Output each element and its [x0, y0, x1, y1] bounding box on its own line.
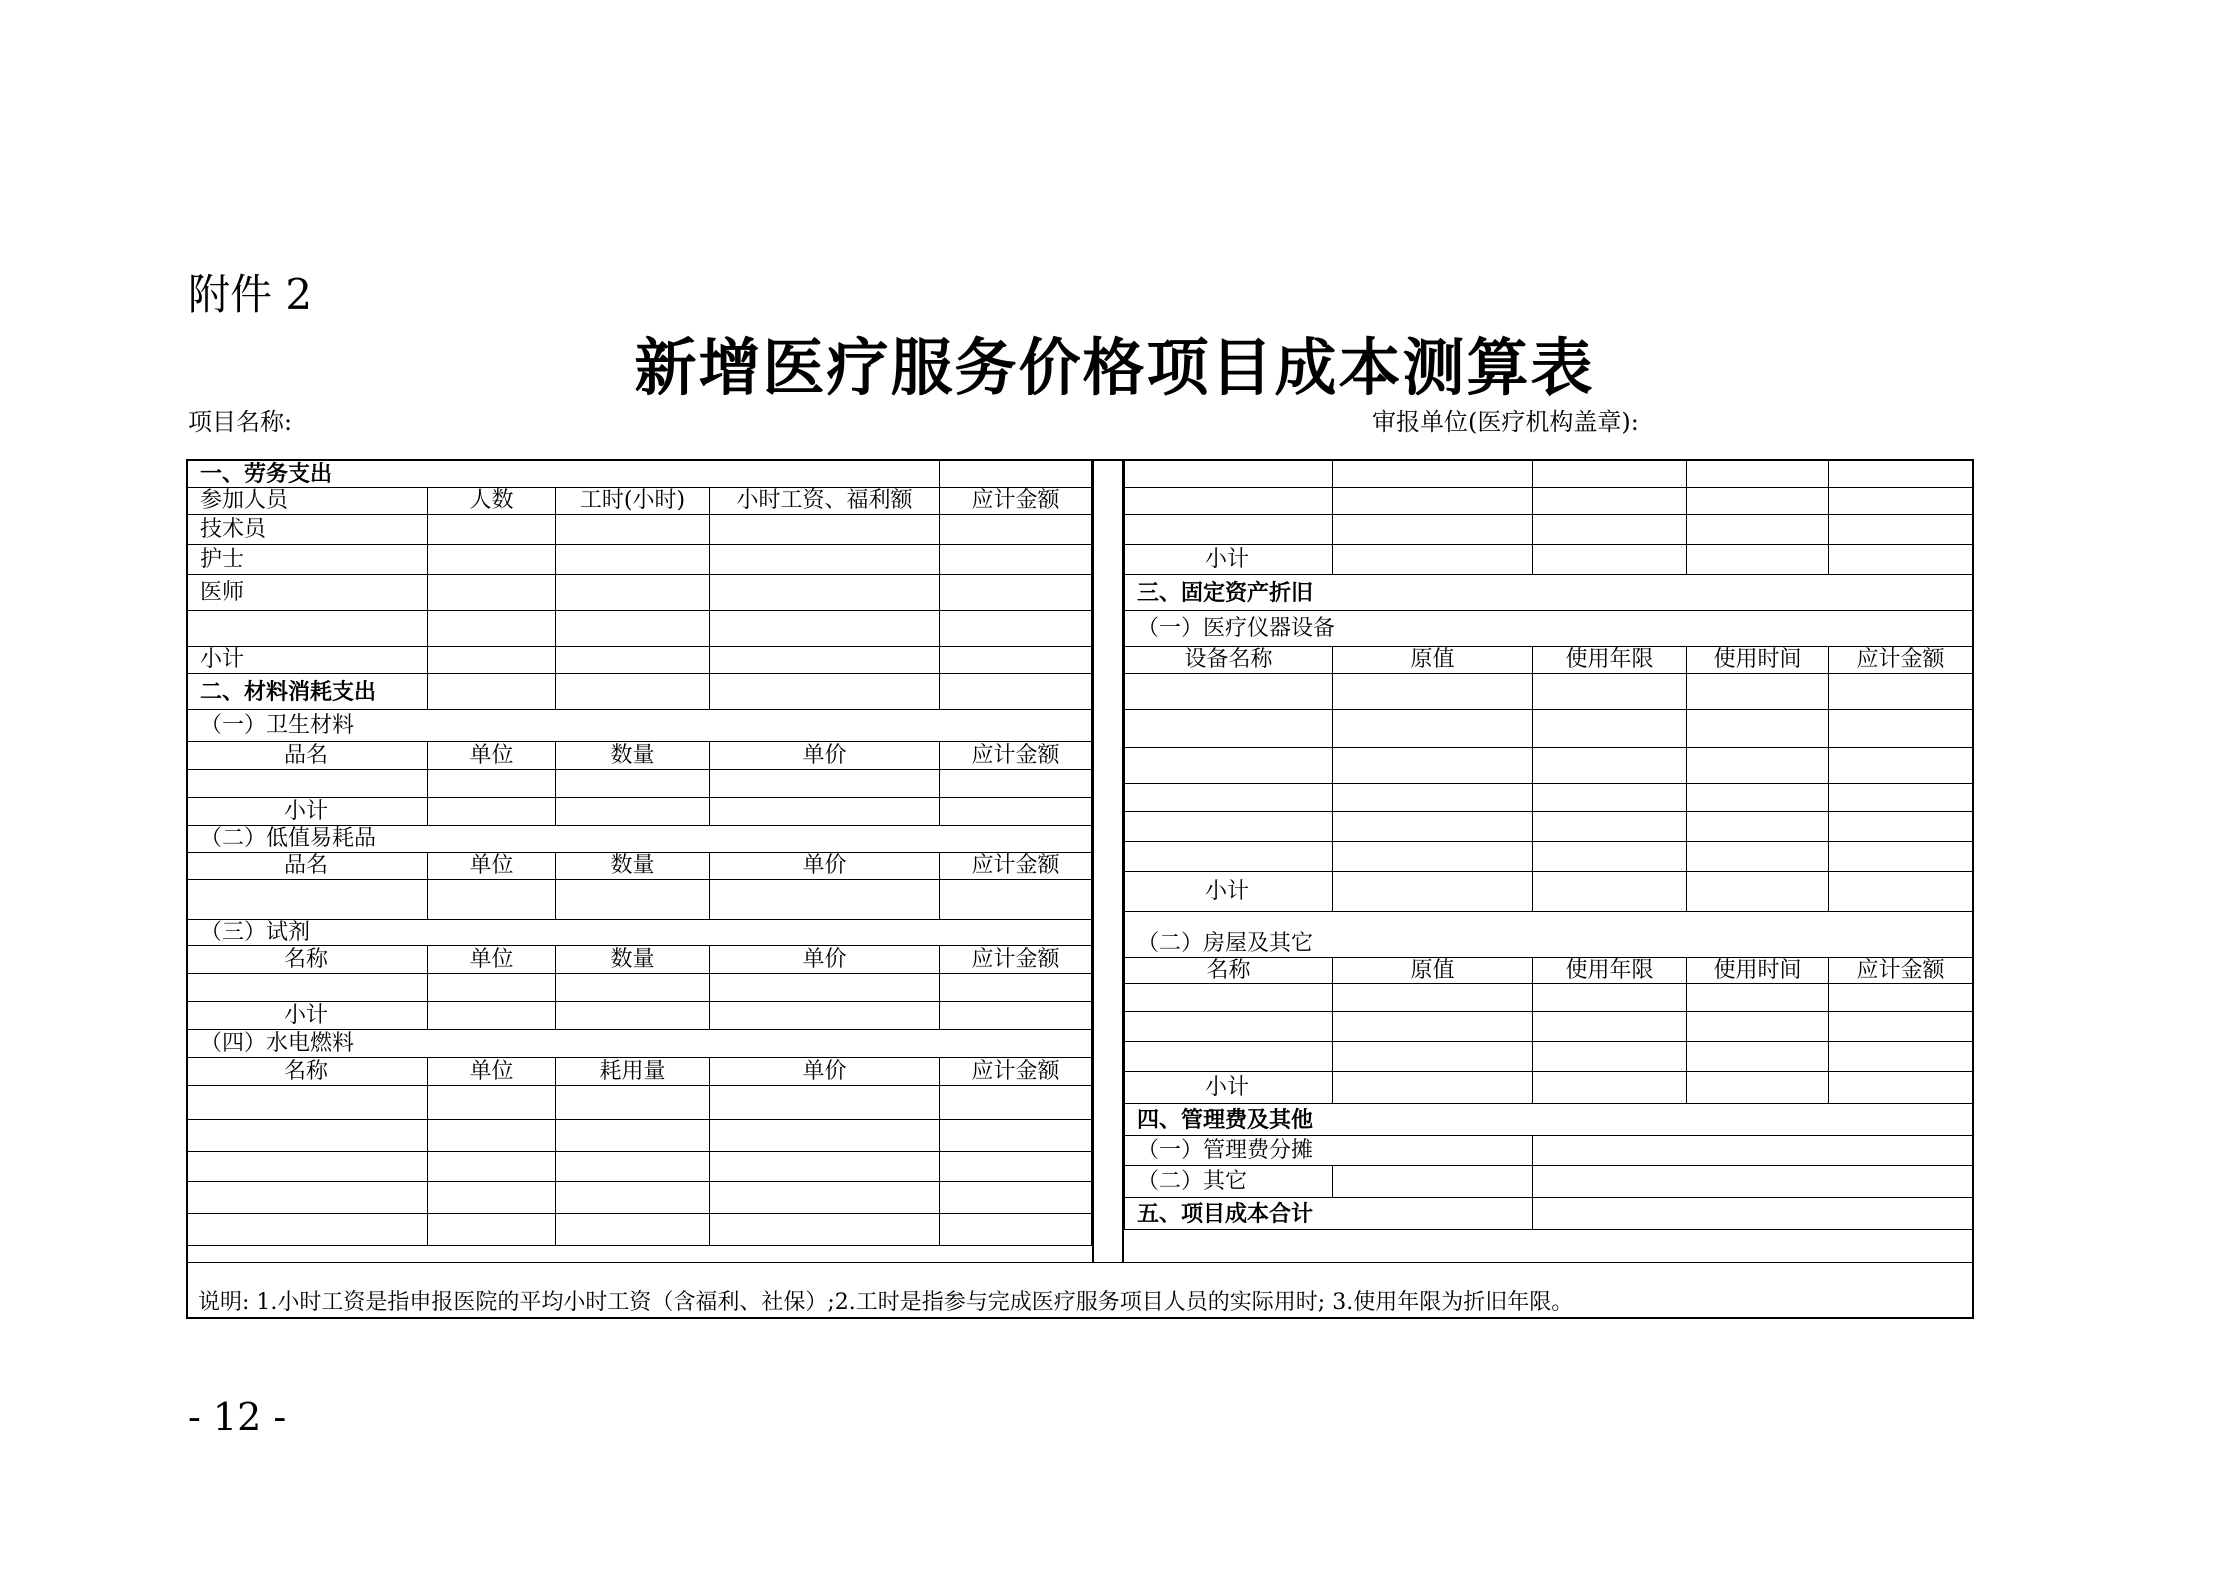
group-title-equipment: （一）医疗仪器设备 [1125, 611, 1973, 647]
header-cell: 使用年限 [1533, 647, 1687, 674]
table-cell[interactable] [940, 1086, 1092, 1120]
header-cell: 耗用量 [556, 1058, 710, 1086]
table-cell[interactable] [556, 1120, 710, 1152]
table-row [188, 710, 1092, 742]
table-cell[interactable] [1333, 984, 1533, 1012]
header-cell: 使用时间 [1687, 958, 1829, 984]
table-cell[interactable] [1125, 710, 1333, 748]
header-cell: 应计金额 [940, 742, 1092, 770]
header-cell: 单价 [710, 742, 940, 770]
header-cell: 单位 [428, 1058, 556, 1086]
section-material-title: 二、材料消耗支出 [188, 674, 428, 710]
table-cell[interactable] [1687, 1072, 1829, 1104]
header-cell: 品名 [188, 853, 428, 880]
header-cell: 应计金额 [940, 1058, 1092, 1086]
table-cell[interactable] [1333, 674, 1533, 710]
table-cell[interactable] [1687, 710, 1829, 748]
table-cell[interactable] [1533, 984, 1687, 1012]
table-cell[interactable] [710, 647, 940, 674]
table-cell[interactable] [1533, 1166, 1973, 1198]
table-cell[interactable] [710, 515, 940, 545]
row-label: 技术员 [188, 515, 428, 545]
table-row [188, 488, 1092, 515]
table-row [188, 545, 1092, 575]
table-cell[interactable] [710, 770, 940, 798]
table-row [1125, 1072, 1973, 1104]
table-cell[interactable] [710, 674, 940, 710]
table-row [1125, 488, 1973, 515]
table-cell[interactable] [940, 1120, 1092, 1152]
table-row [1125, 842, 1973, 872]
table-cell[interactable] [188, 880, 428, 920]
table-row [1125, 748, 1973, 784]
applicant-label: 审报单位(医疗机构盖章): [1372, 408, 1639, 436]
header-cell: 应计金额 [1829, 647, 1973, 674]
table-row [1125, 1104, 1973, 1136]
table-cell[interactable] [1333, 461, 1533, 488]
table-cell[interactable] [710, 1182, 940, 1214]
table-cell[interactable] [940, 461, 1092, 488]
table-cell[interactable] [1829, 1042, 1973, 1072]
table-cell[interactable] [556, 1214, 710, 1246]
header-cell: 原值 [1333, 647, 1533, 674]
table-row [1125, 647, 1973, 674]
table-row [1125, 784, 1973, 812]
right-cost-table [1124, 460, 1973, 1230]
table-cell[interactable] [1533, 748, 1687, 784]
table-cell[interactable] [1829, 872, 1973, 912]
table-row [1125, 1136, 1973, 1166]
subtotal-label: 小计 [188, 647, 428, 674]
table-cell[interactable] [428, 674, 556, 710]
table-row [188, 647, 1092, 674]
table-row [1125, 912, 1973, 958]
subtotal-label: 小计 [188, 1002, 428, 1030]
table-cell[interactable] [1829, 784, 1973, 812]
table-cell[interactable] [1687, 1012, 1829, 1042]
header-cell: 名称 [188, 1058, 428, 1086]
table-cell[interactable] [1533, 784, 1687, 812]
table-row [188, 1214, 1092, 1246]
table-cell[interactable] [940, 1002, 1092, 1030]
table-cell[interactable] [1829, 1012, 1973, 1042]
table-cell[interactable] [1333, 488, 1533, 515]
table-cell[interactable] [710, 798, 940, 826]
table-cell[interactable] [428, 1086, 556, 1120]
table-row [188, 853, 1092, 880]
table-cell[interactable] [1333, 784, 1533, 812]
header-cell: 工时(小时) [556, 488, 710, 515]
table-cell[interactable] [1533, 461, 1687, 488]
table-row [1125, 984, 1973, 1012]
header-cell: 使用时间 [1687, 647, 1829, 674]
column-separator-left [1092, 459, 1094, 1262]
section-labor-title: 一、劳务支出 [188, 461, 940, 488]
table-cell[interactable] [1687, 545, 1829, 575]
table-cell[interactable] [188, 1086, 428, 1120]
table-cell[interactable] [188, 1120, 428, 1152]
table-cell[interactable] [556, 1152, 710, 1182]
page-title: 新增医疗服务价格项目成本测算表 [634, 331, 1595, 404]
table-cell[interactable] [710, 1214, 940, 1246]
page-number: - 12 - [188, 1395, 287, 1439]
table-cell[interactable] [1687, 748, 1829, 784]
table-row [188, 1030, 1092, 1058]
table-cell[interactable] [940, 1214, 1092, 1246]
table-cell[interactable] [428, 1152, 556, 1182]
table-cell[interactable] [710, 1086, 940, 1120]
table-row [1125, 872, 1973, 912]
table-cell[interactable] [428, 1182, 556, 1214]
table-cell[interactable] [556, 1182, 710, 1214]
table-cell[interactable] [1829, 984, 1973, 1012]
table-cell[interactable] [188, 1214, 428, 1246]
header-cell: 小时工资、福利额 [710, 488, 940, 515]
footnote: 说明: 1.小时工资是指申报医院的平均小时工资（含福利、社保）;2.工时是指参与完成医疗服务项目人员的实际用时; 3.使用年限为折旧年限。 [188, 1262, 1972, 1318]
table-cell[interactable] [1125, 842, 1333, 872]
attachment-label: 附件 2 [188, 270, 313, 319]
table-cell[interactable] [1533, 488, 1687, 515]
row-label: （二）其它 [1125, 1166, 1333, 1198]
header-cell: 数量 [556, 946, 710, 974]
table-cell[interactable] [1533, 1042, 1687, 1072]
table-row [1125, 1198, 1973, 1230]
table-cell[interactable] [940, 770, 1092, 798]
table-row [1125, 710, 1973, 748]
group-title-utilities: （四）水电燃料 [188, 1030, 1092, 1058]
table-row [1125, 611, 1973, 647]
table-cell[interactable] [1333, 1166, 1533, 1198]
table-cell[interactable] [556, 1002, 710, 1030]
table-row [1125, 812, 1973, 842]
table-cell[interactable] [940, 798, 1092, 826]
table-cell[interactable] [1125, 488, 1333, 515]
table-row [188, 1152, 1092, 1182]
header-cell: 品名 [188, 742, 428, 770]
table-cell[interactable] [1829, 461, 1973, 488]
table-cell[interactable] [1533, 812, 1687, 842]
table-cell[interactable] [940, 545, 1092, 575]
table-cell[interactable] [1687, 842, 1829, 872]
row-label: （一）管理费分摊 [1125, 1136, 1533, 1166]
table-cell[interactable] [710, 1002, 940, 1030]
table-cell[interactable] [710, 880, 940, 920]
table-cell[interactable] [710, 575, 940, 611]
table-cell[interactable] [1125, 461, 1333, 488]
table-cell[interactable] [1687, 674, 1829, 710]
table-cell[interactable] [428, 1002, 556, 1030]
table-cell[interactable] [710, 545, 940, 575]
header-cell: 应计金额 [940, 853, 1092, 880]
table-row [188, 920, 1092, 946]
table-row [1125, 958, 1973, 984]
table-cell[interactable] [940, 974, 1092, 1002]
table-cell[interactable] [1333, 1042, 1533, 1072]
table-cell[interactable] [1829, 488, 1973, 515]
header-cell: 数量 [556, 742, 710, 770]
table-cell[interactable] [1533, 515, 1687, 545]
header-cell: 名称 [188, 946, 428, 974]
table-cell[interactable] [1125, 674, 1333, 710]
table-row [188, 575, 1092, 611]
table-cell[interactable] [188, 1152, 428, 1182]
table-cell[interactable] [1333, 515, 1533, 545]
header-cell: 原值 [1333, 958, 1533, 984]
table-cell[interactable] [428, 575, 556, 611]
table-cell[interactable] [1687, 488, 1829, 515]
row-label: 护士 [188, 545, 428, 575]
subtotal-label: 小计 [1125, 545, 1333, 575]
table-cell[interactable] [428, 647, 556, 674]
table-cell[interactable] [1687, 872, 1829, 912]
table-cell[interactable] [1125, 748, 1333, 784]
table-cell[interactable] [556, 798, 710, 826]
table-cell[interactable] [1533, 1136, 1973, 1166]
project-name-label: 项目名称: [188, 408, 293, 436]
table-row [1125, 1166, 1973, 1198]
table-cell[interactable] [1533, 842, 1687, 872]
table-cell[interactable] [710, 611, 940, 647]
table-row [1125, 1042, 1973, 1072]
table-cell[interactable] [1333, 872, 1533, 912]
table-cell[interactable] [1829, 812, 1973, 842]
section-depreciation-title: 三、固定资产折旧 [1125, 575, 1973, 611]
table-cell[interactable] [556, 674, 710, 710]
table-cell[interactable] [1333, 710, 1533, 748]
table-row [188, 1120, 1092, 1152]
header-cell: 应计金额 [940, 946, 1092, 974]
subtotal-label: 小计 [188, 798, 428, 826]
table-row [188, 826, 1092, 853]
section-total-title: 五、项目成本合计 [1125, 1198, 1533, 1230]
table-cell[interactable] [940, 880, 1092, 920]
table-cell[interactable] [1333, 812, 1533, 842]
table-cell[interactable] [556, 545, 710, 575]
section-management-title: 四、管理费及其他 [1125, 1104, 1973, 1136]
table-cell[interactable] [1533, 1012, 1687, 1042]
table-cell[interactable] [1333, 842, 1533, 872]
table-cell[interactable] [1687, 812, 1829, 842]
table-cell[interactable] [428, 1120, 556, 1152]
table-row [188, 461, 1092, 488]
header-cell: 单价 [710, 853, 940, 880]
group-title-buildings: （二）房屋及其它 [1125, 912, 1973, 958]
header-cell: 设备名称 [1125, 647, 1333, 674]
group-title-reagents: （三）试剂 [188, 920, 1092, 946]
table-cell[interactable] [1687, 984, 1829, 1012]
table-row [1125, 575, 1973, 611]
table-cell[interactable] [556, 575, 710, 611]
table-cell[interactable] [1533, 872, 1687, 912]
table-cell[interactable] [710, 974, 940, 1002]
header-cell: 应计金额 [940, 488, 1092, 515]
table-cell[interactable] [940, 1152, 1092, 1182]
table-row [188, 880, 1092, 920]
table-cell[interactable] [428, 515, 556, 545]
table-cell[interactable] [940, 575, 1092, 611]
subtotal-label: 小计 [1125, 872, 1333, 912]
table-cell[interactable] [1125, 984, 1333, 1012]
table-row [188, 1002, 1092, 1030]
table-cell[interactable] [556, 974, 710, 1002]
table-row [188, 515, 1092, 545]
table-cell[interactable] [1687, 1042, 1829, 1072]
table-cell[interactable] [710, 1120, 940, 1152]
table-cell[interactable] [1125, 784, 1333, 812]
header-cell: 数量 [556, 853, 710, 880]
table-row [1125, 674, 1973, 710]
table-cell[interactable] [1533, 710, 1687, 748]
table-row [1125, 1012, 1973, 1042]
group-title-hygiene: （一）卫生材料 [188, 710, 1092, 742]
table-cell[interactable] [1829, 1072, 1973, 1104]
table-row [188, 674, 1092, 710]
table-row [188, 1182, 1092, 1214]
table-cell[interactable] [1687, 515, 1829, 545]
table-cell[interactable] [556, 1086, 710, 1120]
table-row [1125, 461, 1973, 488]
table-cell[interactable] [1687, 784, 1829, 812]
table-cell[interactable] [1829, 748, 1973, 784]
table-cell[interactable] [1333, 545, 1533, 575]
header-cell: 参加人员 [188, 488, 428, 515]
table-cell[interactable] [556, 880, 710, 920]
table-cell[interactable] [1829, 545, 1973, 575]
table-cell[interactable] [1829, 674, 1973, 710]
table-cell[interactable] [1829, 842, 1973, 872]
table-cell[interactable] [1333, 1072, 1533, 1104]
table-cell[interactable] [428, 974, 556, 1002]
table-cell[interactable] [556, 770, 710, 798]
table-cell[interactable] [428, 611, 556, 647]
header-cell: 使用年限 [1533, 958, 1687, 984]
table-row [1125, 515, 1973, 545]
table-cell[interactable] [428, 545, 556, 575]
table-cell[interactable] [1125, 1042, 1333, 1072]
table-cell[interactable] [556, 611, 710, 647]
table-cell[interactable] [940, 1182, 1092, 1214]
table-cell[interactable] [1125, 515, 1333, 545]
table-cell[interactable] [940, 674, 1092, 710]
table-cell[interactable] [188, 770, 428, 798]
table-cell[interactable] [1829, 515, 1973, 545]
table-row [188, 770, 1092, 798]
table-cell[interactable] [188, 1182, 428, 1214]
table-cell[interactable] [428, 1214, 556, 1246]
table-cell[interactable] [940, 611, 1092, 647]
table-cell[interactable] [1333, 1012, 1533, 1042]
table-cell[interactable] [1125, 1012, 1333, 1042]
table-cell[interactable] [1829, 710, 1973, 748]
table-row [188, 798, 1092, 826]
header-cell: 单位 [428, 742, 556, 770]
table-cell[interactable] [1533, 674, 1687, 710]
table-cell[interactable] [428, 880, 556, 920]
header-cell: 人数 [428, 488, 556, 515]
table-cell[interactable] [556, 515, 710, 545]
table-cell[interactable] [1533, 1072, 1687, 1104]
table-cell[interactable] [710, 1152, 940, 1182]
table-row [188, 1086, 1092, 1120]
header-cell: 单位 [428, 946, 556, 974]
table-cell[interactable] [1687, 461, 1829, 488]
table-cell[interactable] [1333, 748, 1533, 784]
header-cell: 名称 [1125, 958, 1333, 984]
group-title-consumables: （二）低值易耗品 [188, 826, 1092, 853]
table-cell[interactable] [1125, 812, 1333, 842]
table-cell[interactable] [188, 974, 428, 1002]
table-row [188, 946, 1092, 974]
table-cell[interactable] [428, 770, 556, 798]
header-cell: 单价 [710, 946, 940, 974]
header-cell: 单位 [428, 853, 556, 880]
table-cell[interactable] [940, 515, 1092, 545]
table-row [188, 974, 1092, 1002]
table-cell[interactable] [188, 611, 428, 647]
table-cell[interactable] [556, 647, 710, 674]
table-cell[interactable] [1533, 1198, 1973, 1230]
header-cell: 单价 [710, 1058, 940, 1086]
header-cell: 应计金额 [1829, 958, 1973, 984]
subtotal-label: 小计 [1125, 1072, 1333, 1104]
table-row [188, 611, 1092, 647]
table-row [1125, 545, 1973, 575]
table-row [188, 1058, 1092, 1086]
table-cell[interactable] [1533, 545, 1687, 575]
table-cell[interactable] [940, 647, 1092, 674]
table-row [188, 742, 1092, 770]
table-cell[interactable] [428, 798, 556, 826]
row-label: 医师 [188, 575, 428, 611]
left-cost-table [187, 460, 1092, 1246]
